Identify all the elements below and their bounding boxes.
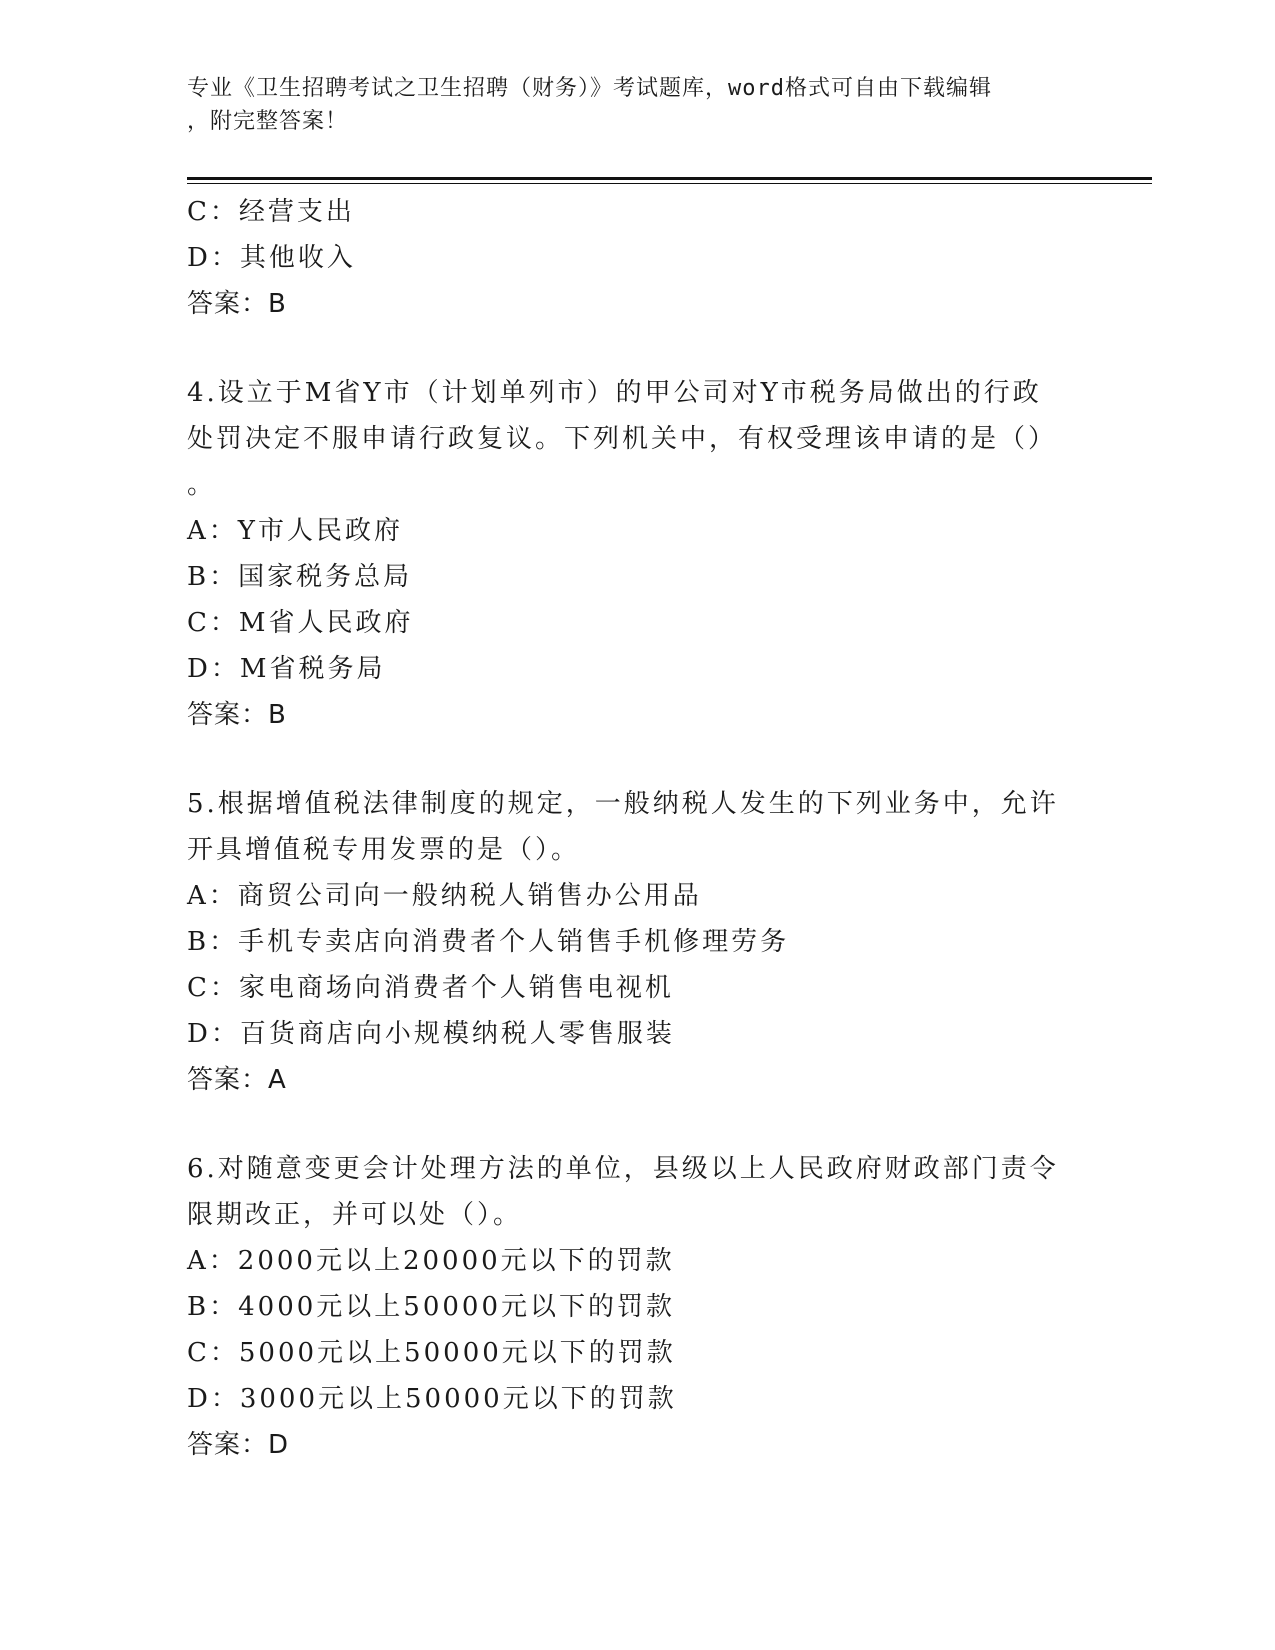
answer: 答案：A bbox=[187, 1065, 287, 1095]
question-6 bbox=[187, 1146, 1067, 1468]
option-d: D：M省税务局 bbox=[187, 654, 386, 684]
option-d: D：3000元以上50000元以下的罚款 bbox=[187, 1384, 677, 1414]
option-a: A：Y市人民政府 bbox=[187, 516, 403, 546]
question-stem: 4.设立于M省Y市（计划单列市）的甲公司对Y市税务局做出的行政 bbox=[187, 378, 1042, 408]
question-stem: 6.对随意变更会计处理方法的单位，县级以上人民政府财政部门责令 bbox=[187, 1154, 1059, 1184]
header-rule-thick bbox=[187, 177, 1152, 180]
option-c: C：家电商场向消费者个人销售电视机 bbox=[187, 973, 674, 1003]
answer: 答案：B bbox=[187, 700, 287, 730]
answer: 答案：D bbox=[187, 1430, 290, 1460]
option-a: A：商贸公司向一般纳税人销售办公用品 bbox=[187, 881, 702, 911]
header-line-2: ，附完整答案！ bbox=[187, 109, 349, 134]
question-stem: 。 bbox=[187, 470, 217, 500]
question-gap bbox=[187, 1103, 1067, 1146]
option-b: B：4000元以上50000元以下的罚款 bbox=[187, 1292, 675, 1322]
question-3-tail bbox=[187, 189, 1067, 327]
question-stem: 5.根据增值税法律制度的规定，一般纳税人发生的下列业务中，允许 bbox=[187, 789, 1059, 819]
option-c: C：5000元以上50000元以下的罚款 bbox=[187, 1338, 676, 1368]
option-c: C：经营支出 bbox=[187, 197, 355, 227]
option-d: D：百货商店向小规模纳税人零售服装 bbox=[187, 1019, 675, 1049]
question-list bbox=[187, 189, 1067, 1468]
option-a: A：2000元以上20000元以下的罚款 bbox=[187, 1246, 675, 1276]
question-gap bbox=[187, 738, 1067, 781]
header-line-1: 专业《卫生招聘考试之卫生招聘（财务）》考试题库，word格式可自由下载编辑 bbox=[187, 76, 992, 101]
question-gap bbox=[187, 327, 1067, 370]
header-rule-thin bbox=[187, 183, 1152, 184]
question-stem: 处罚决定不服申请行政复议。下列机关中，有权受理该申请的是（） bbox=[187, 424, 1058, 454]
question-stem: 限期改正，并可以处（）。 bbox=[187, 1200, 523, 1230]
option-b: B：国家税务总局 bbox=[187, 562, 413, 592]
option-b: B：手机专卖店向消费者个人销售手机修理劳务 bbox=[187, 927, 790, 957]
option-c: C：M省人民政府 bbox=[187, 608, 414, 638]
question-stem: 开具增值税专用发票的是（）。 bbox=[187, 835, 581, 865]
question-5 bbox=[187, 781, 1067, 1103]
option-d: D：其他收入 bbox=[187, 243, 356, 273]
question-4 bbox=[187, 370, 1067, 738]
document-header bbox=[187, 72, 1067, 138]
answer: 答案：B bbox=[187, 289, 287, 319]
